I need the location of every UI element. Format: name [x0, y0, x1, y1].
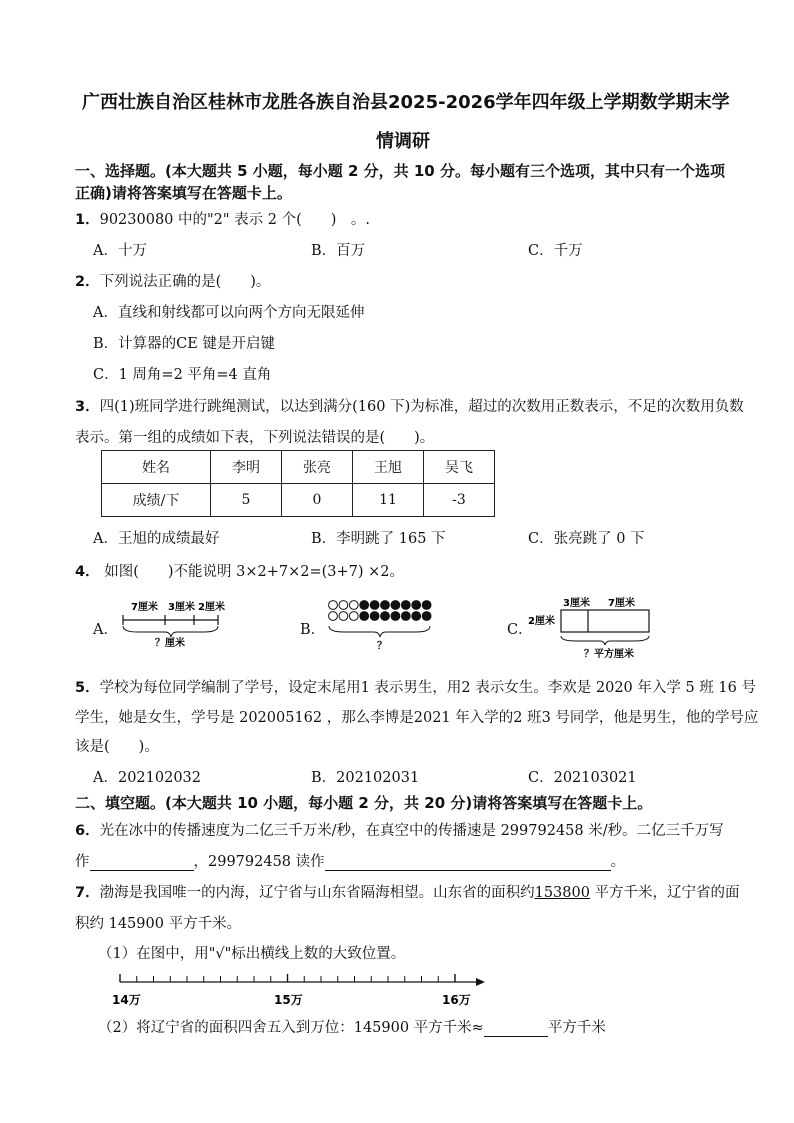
q7-underlined-value: 153800 [534, 885, 590, 901]
table-header-cell: 王旭 [353, 451, 424, 484]
question-number: 2． [75, 274, 100, 290]
q3-option-a: A．王旭的成绩最好 [93, 531, 220, 547]
table-header-cell: 李明 [211, 451, 282, 484]
filled-dot [391, 601, 400, 610]
hollow-dot [339, 612, 348, 621]
q6-text-a: 作 [75, 854, 90, 870]
table-cell: 5 [211, 484, 282, 517]
answer-blank[interactable] [325, 854, 611, 871]
axis-label: 14万 [112, 993, 141, 1007]
question-5 [75, 676, 756, 697]
q1-option-a: A．十万 [93, 243, 147, 259]
section1-heading-line2: 正确)请将答案填写在答题卡上。 [75, 184, 292, 202]
segment-label: 2厘米 [198, 602, 225, 613]
q7-sub2 [98, 1016, 606, 1037]
filled-dot [401, 601, 410, 610]
question-6 [75, 819, 724, 840]
q7-sub1: （1）在图中，用"√"标出横线上数的大致位置。 [98, 946, 406, 962]
question-6-line2 [75, 850, 625, 871]
page-title-line2: 情调研 [376, 131, 430, 152]
filled-dot [412, 612, 421, 621]
table-cell: 11 [353, 484, 424, 517]
question-text: 90230080 中的"2" 表示 2 个( ) 。. [99, 212, 371, 228]
filled-dot [401, 612, 410, 621]
table-header-cell: 张亮 [282, 451, 353, 484]
dot-array [329, 601, 431, 621]
q7-sub2-unit: 平方千米 [547, 1020, 606, 1036]
question-5-line2: 学生，她是女生，学号是 202005162 ，那么李博是2021 年入学的2 班3 号同学，他是男生，他的学号应 [75, 710, 759, 726]
table-header-cell: 姓名 [102, 451, 211, 484]
page-title-line1: 广西壮族自治区桂林市龙胜各族自治县2025-2026学年四年级上学期数学期末学 [82, 92, 730, 113]
filled-dot [391, 612, 400, 621]
q5-option-b: B．202102031 [311, 770, 420, 786]
question-number: 5． [75, 680, 100, 696]
q4-option-b-letter: B． [300, 622, 326, 638]
section2-heading: 二、填空题。(本大题共 10 小题，每小题 2 分，共 20 分)请将答案填写在答题卡上。 [75, 794, 653, 812]
q6-text-b: ，299792458 读作 [193, 854, 325, 870]
q2-option-b: B．计算器的CE 键是开启键 [93, 336, 275, 352]
q1-option-b: B．百万 [311, 243, 366, 259]
question-number: 6． [75, 823, 100, 839]
filled-dot [422, 601, 431, 610]
q6-text-c: 。 [610, 854, 626, 870]
hollow-dot [329, 601, 338, 610]
q3-option-c: C．张亮跳了 0 下 [528, 531, 645, 547]
question-number: 4． [75, 564, 100, 580]
q1-option-c: C．千万 [528, 243, 583, 259]
q3-option-b: B．李明跳了 165 下 [311, 531, 446, 547]
q4-option-a-letter: A． [93, 622, 118, 638]
table-cell: 0 [282, 484, 353, 517]
filled-dot [370, 601, 379, 610]
hollow-dot [349, 601, 358, 610]
question-text: 下列说法正确的是( )。 [99, 274, 271, 290]
q2-option-c: C．1 周角=2 平角=4 直角 [93, 367, 272, 383]
q5-option-c: C．202103021 [528, 770, 637, 786]
q7-sub2-text: （2）将辽宁省的面积四舍五入到万位：145900 平方千米≈ [98, 1020, 484, 1036]
hollow-dot [329, 612, 338, 621]
section1-heading-line1: 一、选择题。(本大题共 5 小题，每小题 2 分，共 10 分。每小题有三个选项，其中只有一个选项 [75, 162, 725, 180]
question-number: 3． [75, 399, 100, 415]
table-header-row [102, 451, 495, 484]
filled-dot [370, 612, 379, 621]
question-5-line3: 该是( )。 [75, 739, 159, 755]
filled-dot [381, 612, 390, 621]
q4-option-c-figure [528, 594, 658, 662]
segment-label: 3厘米 [168, 602, 195, 613]
table-cell: -3 [424, 484, 495, 517]
filled-dot [360, 601, 369, 610]
answer-blank[interactable] [484, 1020, 548, 1037]
q2-option-a: A．直线和射线都可以向两个方向无限延伸 [93, 305, 365, 321]
question-2 [75, 270, 270, 291]
table-row [102, 484, 495, 517]
segment-label: 7厘米 [131, 602, 158, 613]
filled-dot [381, 601, 390, 610]
question-1 [75, 208, 370, 229]
axis-label: 16万 [442, 993, 471, 1007]
hollow-dot [349, 612, 358, 621]
answer-blank[interactable] [90, 854, 194, 871]
question-text-line1: 学校为每位同学编制了学号，设定末尾用1 表示男生，用2 表示女生。李欢是 2020 年入学 5 班 16 号 [99, 680, 756, 696]
filled-dot [360, 612, 369, 621]
q4-option-a-figure [118, 598, 228, 648]
q5-option-a: A．202102032 [93, 770, 201, 786]
question-text-line1: 四(1)班同学进行跳绳测试，以达到满分(160 下)为标准，超过的次数用正数表示，不足的次数用负数 [99, 399, 744, 415]
number-line-ticks [120, 974, 455, 982]
filled-dot [422, 612, 431, 621]
q7-text-b: 平方千米，辽宁省的面 [589, 885, 740, 901]
question-text-line1: 光在冰中的传播速度为二亿三千万米/秒，在真空中的传播速是 299792458 米/秒。二亿三千万写 [99, 823, 724, 839]
number-line [100, 968, 490, 1008]
question-7 [75, 881, 740, 902]
question-7-line2: 积约 145900 平方千米。 [75, 916, 242, 932]
question-3 [75, 395, 744, 416]
hollow-dot [339, 601, 348, 610]
axis-label: 15万 [274, 993, 303, 1007]
rect-side-label: 2厘米 [528, 616, 555, 627]
segment-question: ？厘米 [155, 638, 185, 648]
score-table [101, 450, 495, 517]
q4-option-c-letter: C． [507, 622, 533, 638]
question-number: 7． [75, 885, 100, 901]
q7-text-a: 渤海是我国唯一的内海，辽宁省与山东省隔海相望。山东省的面积约 [99, 885, 535, 901]
rect-question: ？平方厘米 [584, 649, 634, 660]
rect-label: 3厘米 [563, 598, 590, 609]
question-3-line2: 表示。第一组的成绩如下表，下列说法错误的是( )。 [75, 430, 435, 446]
table-header-cell: 吴飞 [424, 451, 495, 484]
filled-dot [412, 601, 421, 610]
question-4 [75, 560, 404, 581]
question-text: 如图( )不能说明 3×2+7×2=(3+7) ×2。 [104, 564, 405, 580]
q4-option-b-figure [326, 598, 438, 653]
dots-question: ？ [377, 641, 387, 652]
table-cell: 成绩/下 [102, 484, 211, 517]
question-number: 1． [75, 212, 100, 228]
rect-label: 7厘米 [608, 598, 635, 609]
